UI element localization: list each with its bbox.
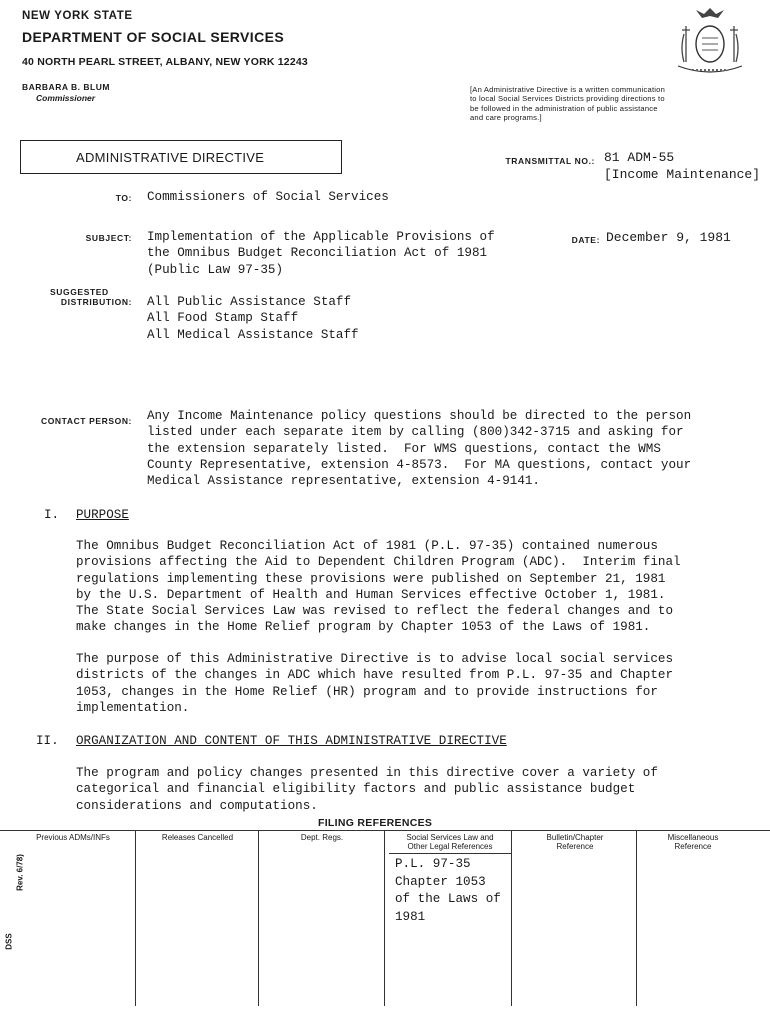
- section-2-title: ORGANIZATION AND CONTENT OF THIS ADMINISTRATIVE DIRECTIVE: [76, 734, 507, 748]
- paragraph-line: provisions affecting the Aid to Dependent Children Program (ADC). Interim final: [76, 555, 681, 570]
- filing-col-legal-references: [389, 833, 511, 851]
- form-dss-mark: DSS: [4, 933, 14, 950]
- distribution-label-1: SUGGESTED: [50, 287, 109, 297]
- filing-column-divider: [511, 831, 512, 1006]
- section-1-paragraph-2: [76, 651, 673, 716]
- paragraph-line: by the U.S. Department of Health and Human Services effective October 1, 1981.: [76, 587, 666, 602]
- date-label: DATE:: [571, 235, 600, 245]
- directive-note-line: to local Social Services Districts providing directions to: [470, 94, 665, 104]
- directive-note-line: be followed in the administration of public assistance: [470, 103, 658, 113]
- paragraph-line: make changes in the Home Relief program by Chapter 1053 of the Laws of 1981.: [76, 620, 651, 635]
- contact-line: County Representative, extension 4-8573. For MA questions, contact your: [147, 457, 692, 472]
- column-heading-line: Reference: [556, 842, 594, 851]
- paragraph-line: categorical and financial eligibility factors and public assistance budget: [76, 782, 636, 797]
- official-name: BARBARA B. BLUM: [22, 82, 110, 92]
- to-label: TO:: [115, 193, 132, 203]
- subject-line: the Omnibus Budget Reconciliation Act of 1981: [147, 246, 488, 261]
- section-1-title: PURPOSE: [76, 508, 129, 522]
- contact-line: Medical Assistance representative, extension 4-9141.: [147, 474, 540, 489]
- contact-text: [147, 408, 691, 489]
- directive-note-line: [An Administrative Directive is a written communication: [470, 85, 666, 94]
- directive-title-box: [20, 140, 342, 174]
- filing-column-divider: [636, 831, 637, 1006]
- agency-name-line1: NEW YORK STATE: [22, 10, 133, 22]
- contact-line: listed under each separate item by calling (800)342-3715 and asking for: [147, 425, 684, 440]
- filing-col-dept-regs: Dept. Regs.: [300, 833, 344, 842]
- column-heading-line: Other Legal References: [407, 842, 493, 851]
- paragraph-line: regulations implementing these provisions were published on September 21, 1981: [76, 571, 666, 586]
- contact-line: Any Income Maintenance policy questions should be directed to the person: [147, 409, 692, 423]
- distribution-label-2: DISTRIBUTION:: [60, 297, 132, 307]
- filing-col-bulletin-chapter: [515, 833, 635, 851]
- paragraph-line: districts of the changes in ADC which have resulted from P.L. 97-35 and Chapter: [76, 668, 674, 683]
- paragraph-line: implementation.: [76, 700, 190, 715]
- filing-legal-references-values: [395, 856, 501, 926]
- filing-references-title: FILING REFERENCES: [318, 817, 433, 829]
- subject-value: [147, 229, 495, 278]
- paragraph-line: The State Social Services Law was revised to reflect the federal changes and to: [76, 604, 674, 619]
- directive-note: [470, 85, 665, 123]
- paragraph-line: The program and policy changes presented in this directive cover a variety of: [76, 766, 658, 780]
- column-heading-line: Miscellaneous: [667, 833, 719, 842]
- distribution-list: [147, 294, 359, 343]
- column-heading-line: Bulletin/Chapter: [546, 833, 604, 842]
- filing-col4-header-rule: [389, 853, 511, 854]
- paragraph-line: considerations and computations.: [76, 798, 318, 813]
- subject-label: SUBJECT:: [85, 233, 132, 243]
- section-2-paragraph-1: [76, 765, 658, 814]
- subject-line: (Public Law 97-35): [147, 262, 284, 277]
- filing-value-line: Chapter 1053: [395, 874, 486, 889]
- distribution-item: All Medical Assistance Staff: [147, 327, 359, 342]
- filing-column-divider: [258, 831, 259, 1006]
- filing-value-line: of the Laws of: [395, 892, 501, 906]
- form-revision: Rev. 6/78): [15, 854, 25, 891]
- agency-address: 40 NORTH PEARL STREET, ALBANY, NEW YORK 12243: [22, 56, 308, 68]
- filing-column-divider: [135, 831, 136, 1006]
- directive-note-line: and care programs.]: [470, 113, 542, 123]
- filing-value-line: 1981: [395, 909, 426, 924]
- contact-label: CONTACT PERSON:: [40, 416, 132, 426]
- official-title: Commissioner: [36, 93, 96, 103]
- paragraph-line: The Omnibus Budget Reconciliation Act of 1981 (P.L. 97-35) contained numerous: [76, 539, 658, 553]
- section-2-number: II.: [36, 734, 59, 748]
- filing-table-top-rule: [0, 830, 770, 831]
- transmittal-number: 81 ADM-55: [604, 150, 675, 165]
- paragraph-line: 1053, changes in the Home Relief (HR) program and to provide instructions for: [76, 684, 658, 699]
- section-1-paragraph-1: [76, 538, 681, 636]
- agency-name-line2: DEPARTMENT OF SOCIAL SERVICES: [22, 29, 285, 45]
- paragraph-line: The purpose of this Administrative Directive is to advise local social services: [76, 652, 674, 666]
- subject-line: Implementation of the Applicable Provisions of: [147, 230, 495, 244]
- filing-col-releases-cancelled: Releases Cancelled: [161, 833, 234, 842]
- column-heading-line: Reference: [674, 842, 712, 851]
- distribution-item: All Food Stamp Staff: [147, 311, 299, 326]
- filing-column-divider: [384, 831, 385, 1006]
- to-value: Commissioners of Social Services: [147, 190, 389, 204]
- transmittal-category: [Income Maintenance]: [604, 167, 761, 182]
- transmittal-label: TRANSMITTAL NO.:: [505, 156, 595, 166]
- column-heading-line: Social Services Law and: [406, 833, 494, 842]
- contact-line: the extension separately listed. For WMS questions, contact the WMS: [147, 441, 661, 456]
- state-seal-icon: [672, 4, 748, 78]
- section-1-number: I.: [44, 508, 60, 522]
- distribution-item: All Public Assistance Staff: [147, 295, 352, 309]
- filing-col-miscellaneous: [638, 833, 748, 851]
- directive-title: ADMINISTRATIVE DIRECTIVE: [76, 150, 265, 165]
- date-value: December 9, 1981: [606, 230, 731, 245]
- filing-col-previous-adms: Previous ADMs/INFs: [36, 833, 110, 842]
- filing-value-line: P.L. 97-35: [395, 857, 471, 871]
